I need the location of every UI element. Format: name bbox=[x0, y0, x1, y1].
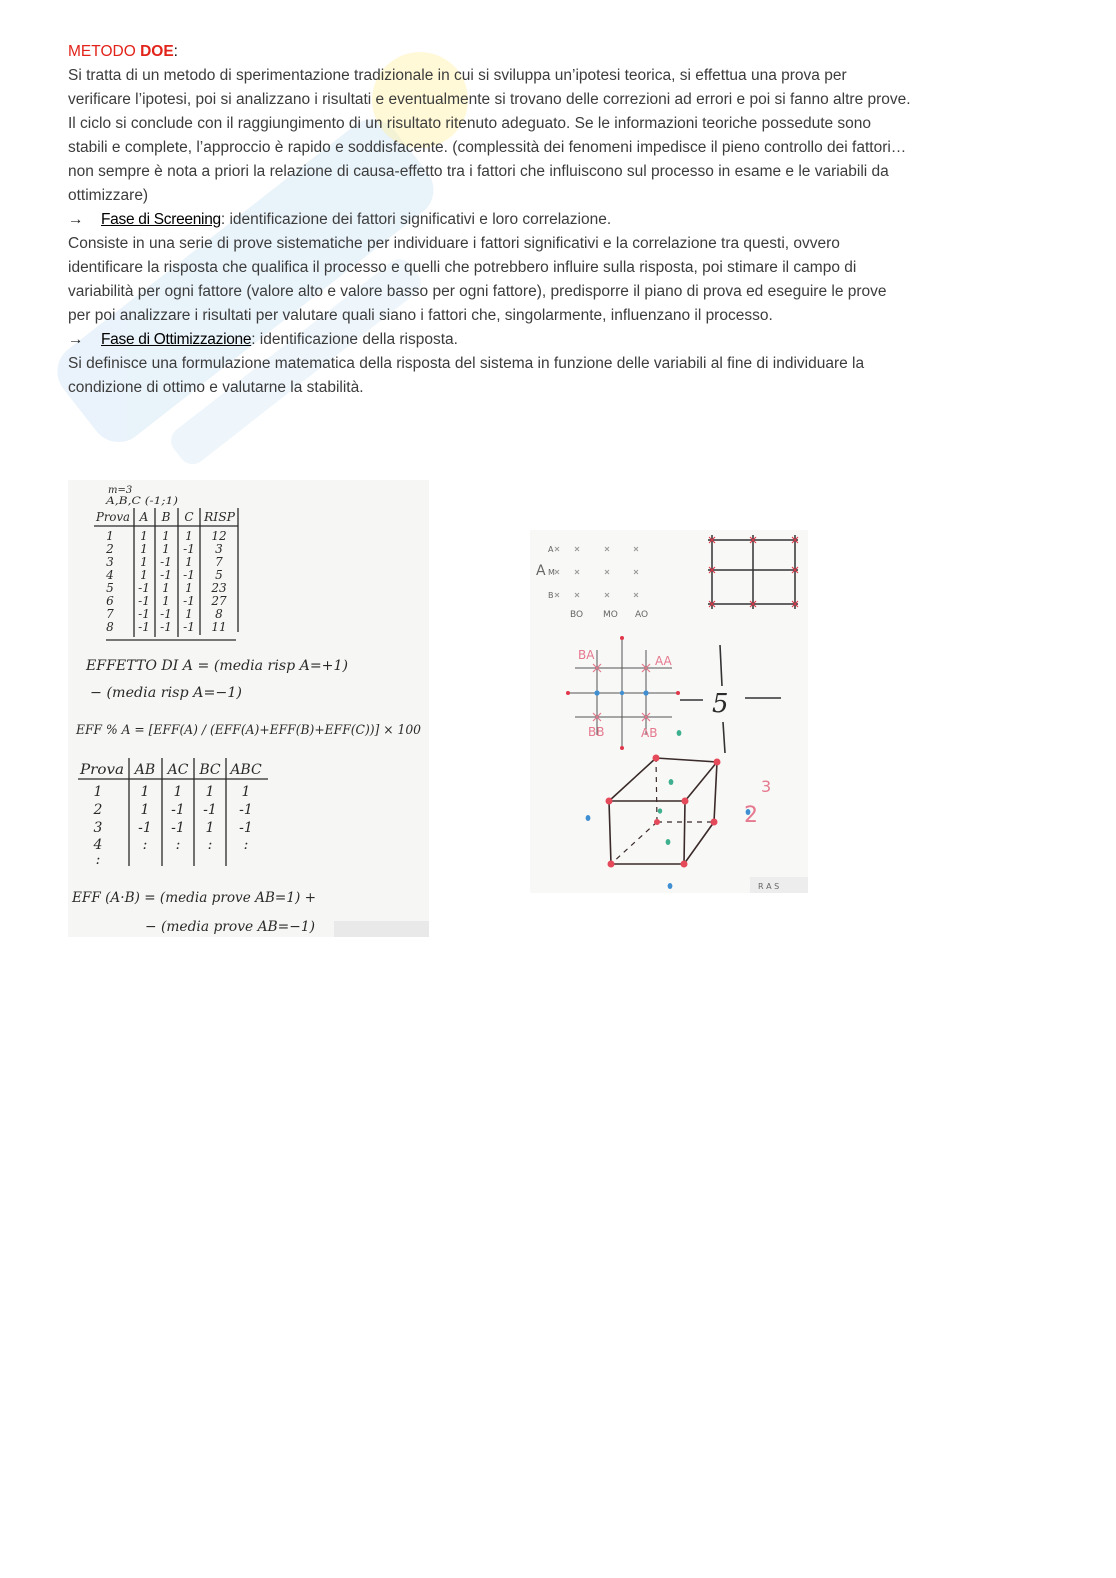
effect-percent-formula: EFF % A = [EFF(A) / (EFF(A)+EFF(B)+EFF(C))] × 100 bbox=[75, 723, 421, 738]
table2-ab-value: : bbox=[142, 837, 148, 853]
center-value: 5 bbox=[712, 689, 729, 719]
table1-header-b: B bbox=[161, 510, 171, 524]
table2-bc-value: : bbox=[207, 837, 213, 853]
table1-c-value: -1 bbox=[183, 620, 195, 634]
table1-c-value: 1 bbox=[185, 581, 193, 595]
table1-risp-value: 5 bbox=[215, 568, 223, 582]
table2-prova-number: 3 bbox=[93, 820, 103, 836]
cube-label-exponent: 3 bbox=[761, 777, 772, 796]
effect-a-formula-continued: − (media risp A=−1) bbox=[90, 685, 242, 701]
cropped-toolbar-letters bbox=[758, 882, 779, 891]
cube-face-point bbox=[669, 779, 674, 785]
table1-c-value: 1 bbox=[185, 607, 193, 621]
table1-b-value: -1 bbox=[160, 568, 172, 582]
cube-vertex bbox=[711, 819, 718, 826]
table1-b-value: 1 bbox=[162, 581, 170, 595]
table1-a-value: -1 bbox=[138, 607, 150, 621]
factor-label: A bbox=[536, 563, 546, 579]
screening-label: Fase di Screening bbox=[101, 211, 221, 228]
level-label-alto: A bbox=[548, 545, 554, 554]
ccd-label-ab: AB bbox=[641, 726, 658, 740]
screening-paragraph: Consiste in una serie di prove sistematiche per individuare i fattori significativi e la correlazione tra questi, ovvero identificare la risposta che qualifica il processo e quelli che potrebbero influire sulla risposta, poi stimare il campo di variabilità per ogni fattore (valore alto e valore basso per ogni fattore), predisporre il piano di prova ed eseguire le prove per poi analizzare i risultati per valutare quali siano i fattori che, singolarmente, influenzano il processo. bbox=[68, 235, 887, 324]
table1-b-value: -1 bbox=[160, 607, 172, 621]
table2-prova-number: 1 bbox=[93, 784, 103, 800]
cube-vertex bbox=[714, 759, 721, 766]
table1-a-value: 1 bbox=[140, 529, 148, 543]
table1-b-value: 1 bbox=[162, 529, 170, 543]
intro-paragraph: Si tratta di un metodo di sperimentazione tradizionale in cui si sviluppa un’ipotesi teorica, si effettua una prova per verificare l’ipotesi, poi si analizzano i risultati e eventualmente si trovano delle correzioni ad errori e poi si fanno altre prove. Il ciclo si conclude con il raggiungimento di un risultato ritenuto adeguato. Se le informazioni teoriche possedute sono stabili e complete, l’approccio è rapido e soddisfacente. (complessità dei fenomeni impedisce il pieno controllo dei fattori… non sempre è nota a priori la relazione di causa-effetto tra i fattori che influiscono sul processo in esame e le variabili da ottimizzare) bbox=[68, 67, 911, 204]
table2-header-ab: AB bbox=[134, 762, 156, 778]
handwritten-notes-left bbox=[68, 480, 429, 937]
diagram-background bbox=[530, 530, 808, 893]
table1-b-value: -1 bbox=[160, 555, 172, 569]
table1-prova-number: 7 bbox=[106, 607, 114, 621]
level-code-basso: BO bbox=[570, 610, 584, 620]
table1-a-value: -1 bbox=[138, 594, 150, 608]
cube-vertex bbox=[681, 861, 688, 868]
cube-vertex bbox=[653, 755, 660, 762]
table1-header-risp: RISP bbox=[202, 510, 236, 524]
cube-label-base: 2 bbox=[744, 803, 758, 828]
ccd-axial-point bbox=[620, 746, 624, 750]
factor-range: A,B,C (-1;1) bbox=[104, 496, 179, 507]
table2-header-prova: Prova bbox=[78, 762, 124, 778]
cube-vertex bbox=[608, 861, 615, 868]
section-title bbox=[68, 40, 1068, 64]
optimization-paragraph: Si definisce una formulazione matematica della risposta del sistema in funzione delle variabili al fine di individuare la condizione di ottimo e valutarne la stabilità. bbox=[68, 355, 865, 396]
cropped-toolbar bbox=[334, 921, 429, 937]
table1-a-value: 1 bbox=[140, 542, 148, 556]
level-label-basso: B bbox=[548, 591, 554, 600]
table2-prova-number: 4 bbox=[93, 837, 103, 853]
level-code-medio: MO bbox=[603, 610, 618, 620]
ccd-axial-point bbox=[566, 691, 570, 695]
cube-face-point bbox=[668, 883, 673, 889]
optimization-description: : identificazione della risposta. bbox=[251, 331, 458, 348]
table2-abc-value: : bbox=[243, 837, 249, 853]
table2-ac-value: -1 bbox=[171, 802, 185, 818]
table2-header-abc: ABC bbox=[230, 762, 262, 778]
optimization-label: Fase di Ottimizzazione bbox=[101, 331, 252, 348]
cube-vertex bbox=[606, 798, 613, 805]
table1-a-value: -1 bbox=[138, 581, 150, 595]
table1-prova-number: 5 bbox=[106, 581, 114, 595]
cube-vertex bbox=[682, 798, 689, 805]
ccd-mid-point bbox=[594, 690, 599, 695]
cube-vertex bbox=[654, 819, 660, 825]
screening-heading bbox=[68, 208, 1068, 232]
arrow-icon: → bbox=[68, 211, 84, 228]
table1-b-value: 1 bbox=[162, 542, 170, 556]
table1-header-a: A bbox=[139, 510, 149, 524]
interaction-effect-formula-continued: − (media prove AB=−1) bbox=[145, 919, 315, 935]
screening-description: : identificazione dei fattori significativi e loro correlazione. bbox=[220, 211, 612, 228]
table1-prova-number: 8 bbox=[106, 620, 114, 634]
table1-a-value: -1 bbox=[138, 620, 150, 634]
title-prefix: METODO bbox=[68, 43, 141, 60]
table1-prova-number: 4 bbox=[106, 568, 114, 582]
table1-c-value: 1 bbox=[185, 529, 193, 543]
table2-abc-value: -1 bbox=[239, 820, 253, 836]
table2-ac-value: 1 bbox=[173, 784, 183, 800]
cube-face-point bbox=[586, 815, 591, 821]
cube-face-point bbox=[677, 730, 682, 736]
table1-risp-value: 7 bbox=[215, 555, 223, 569]
table2-continuation: : bbox=[95, 852, 101, 868]
table2-ab-value: 1 bbox=[140, 802, 150, 818]
level-label-medio: M bbox=[548, 568, 555, 577]
arrow-icon: → bbox=[68, 331, 84, 348]
table2-ac-value: -1 bbox=[171, 820, 185, 836]
table1-a-value: 1 bbox=[140, 555, 148, 569]
ccd-label-aa: AA bbox=[655, 654, 672, 668]
table1-prova-number: 3 bbox=[106, 555, 114, 569]
table2-bc-value: -1 bbox=[203, 802, 217, 818]
ccd-label-ba: BA bbox=[578, 648, 595, 662]
table2-header-bc: BC bbox=[199, 762, 221, 778]
table1-risp-value: 23 bbox=[211, 581, 227, 595]
cube-face-point bbox=[666, 839, 671, 845]
table2-ac-value: : bbox=[175, 837, 181, 853]
table1-risp-value: 3 bbox=[215, 542, 223, 556]
table1-b-value: 1 bbox=[162, 594, 170, 608]
table2-ab-value: -1 bbox=[138, 820, 152, 836]
table2-abc-value: -1 bbox=[239, 802, 253, 818]
factor-count: m=3 bbox=[108, 485, 133, 496]
table1-prova-number: 2 bbox=[106, 542, 114, 556]
table2-header-ac: AC bbox=[167, 762, 189, 778]
table1-prova-number: 6 bbox=[106, 594, 114, 608]
title-keyword: DOE bbox=[140, 43, 174, 60]
table1-header-prova: Prova bbox=[95, 510, 130, 524]
table1-c-value: -1 bbox=[183, 594, 195, 608]
table1-risp-value: 12 bbox=[211, 529, 227, 543]
table1-c-value: -1 bbox=[183, 542, 195, 556]
table1-c-value: 1 bbox=[185, 555, 193, 569]
document-text bbox=[68, 40, 1068, 400]
ccd-axial-point bbox=[676, 691, 680, 695]
table1-risp-value: 8 bbox=[215, 607, 223, 621]
table1-a-value: 1 bbox=[140, 568, 148, 582]
effect-a-formula: EFFETTO DI A = (media risp A=+1) bbox=[84, 658, 349, 674]
table1-b-value: -1 bbox=[160, 620, 172, 634]
table1-prova-number: 1 bbox=[106, 529, 114, 543]
table2-ab-value: 1 bbox=[140, 784, 150, 800]
table2-bc-value: 1 bbox=[205, 820, 215, 836]
ccd-axial-point bbox=[620, 636, 624, 640]
table2-prova-number: 2 bbox=[93, 802, 103, 818]
cube-face-point bbox=[658, 808, 662, 813]
handwritten-diagrams-right bbox=[530, 530, 808, 893]
toolbar-letters: R A S bbox=[758, 882, 780, 891]
interaction-effect-formula: EFF (A·B) = (media prove AB=1) + bbox=[71, 890, 316, 906]
table2-bc-value: 1 bbox=[205, 784, 215, 800]
level-code-alto: AO bbox=[635, 610, 649, 620]
optimization-heading bbox=[68, 328, 1068, 352]
table1-risp-value: 27 bbox=[211, 594, 227, 608]
table2-abc-value: 1 bbox=[241, 784, 251, 800]
ccd-label-bb: BB bbox=[588, 725, 605, 739]
notes-background bbox=[68, 480, 429, 937]
ccd-center-point bbox=[620, 691, 624, 695]
table1-header-c: C bbox=[184, 510, 194, 524]
table1-c-value: -1 bbox=[183, 568, 195, 582]
ccd-mid-point bbox=[643, 690, 648, 695]
title-colon: : bbox=[173, 43, 178, 60]
table1-risp-value: 11 bbox=[211, 620, 227, 634]
